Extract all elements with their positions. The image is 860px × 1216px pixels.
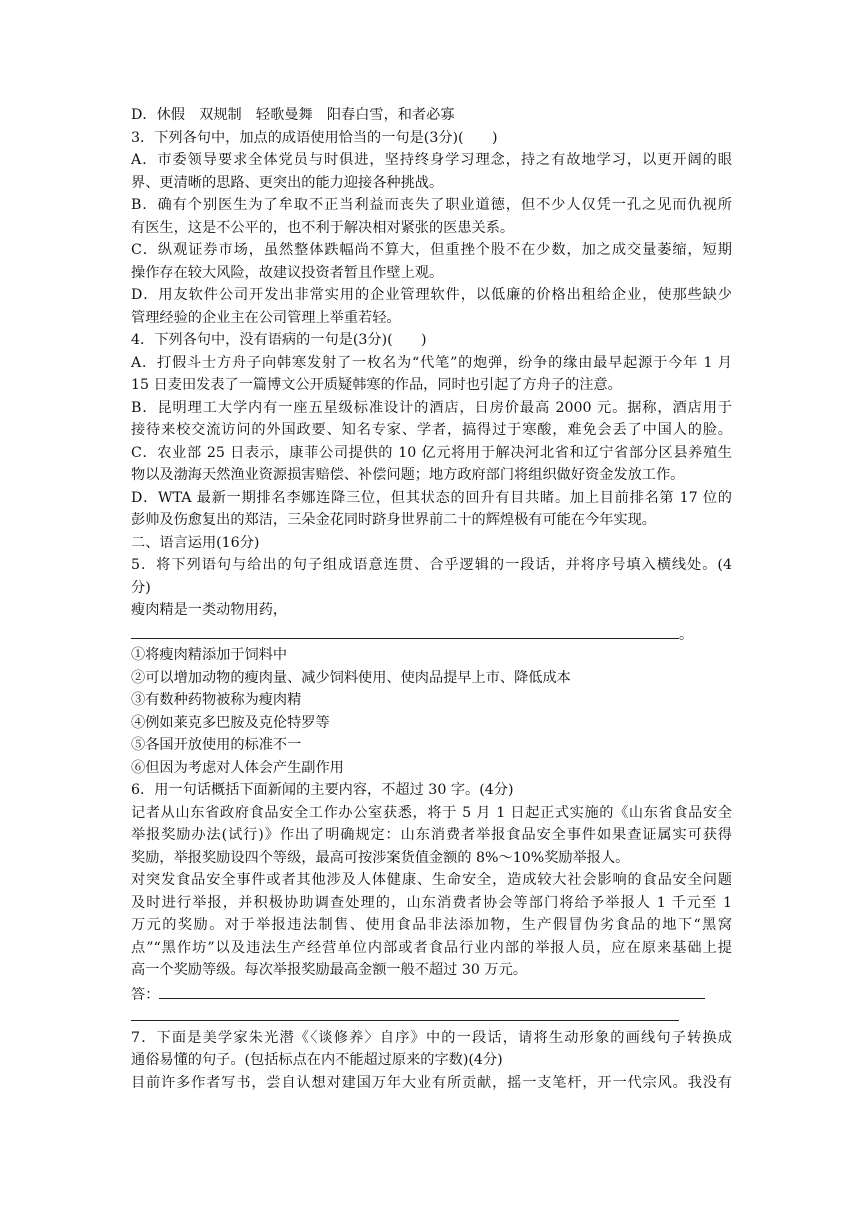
- answer-blank[interactable]: [159, 982, 705, 999]
- text-line: 管理经验的企业主在公司管理上举重若轻。: [131, 309, 401, 326]
- text-line: B．确有个别医生为了牟取不正当利益而丧失了职业道德，但不少人仅凭一孔之见而仇视所: [131, 197, 732, 213]
- text-line: 界、更清晰的思路、更突出的能力迎接各种挑战。: [131, 174, 444, 191]
- document-body: [131, 104, 732, 1094]
- line-end-punctuation: 。: [679, 626, 694, 643]
- text-line: 目前许多作者写书，尝自认想对建国万年大业有所贡献，摇一支笔杆，开一代宗风。我没有: [131, 1074, 732, 1091]
- text-line: 6．用一句话概括下面新闻的主要内容，不超过 30 字。(4分): [131, 782, 514, 798]
- answer-blank[interactable]: [131, 622, 679, 639]
- text-line: 及时进行举报，并积极协助调查处理的，山东消费者协会等部门将给予举报人 1 千元至 1: [131, 894, 732, 911]
- text-line: 15 日麦田发表了一篇博文公开质疑韩寒的作品，同时也引起了方舟子的注意。: [131, 377, 622, 393]
- text-line: 4．下列各句中，没有语病的一句是(3分)( ): [131, 332, 427, 348]
- text-line: 高一个奖励等级。每次举报奖励最高金额一般不超过 30 万元。: [131, 962, 527, 978]
- text-line: ①将瘦肉精添加于饲料中: [131, 647, 288, 663]
- text-line: [131, 622, 732, 645]
- text-line: ③有数种药物被称为瘦肉精: [131, 692, 302, 708]
- text-line: 点”“黑作坊”以及违法生产经营单位内部或者食品行业内部的举报人员，应在原来基础上提: [131, 939, 732, 956]
- text-line: 接待来校交流访问的外国政要、知名专家、学者，搞得过于寒酸，难免会丢了中国人的脸。: [131, 422, 732, 438]
- text-line: 二、语言运用(16分): [131, 534, 260, 551]
- text-line: ④例如莱克多巴胺及克伦特罗等: [131, 714, 330, 731]
- text-line: [131, 982, 732, 1005]
- text-line: 3．下列各句中，加点的成语使用恰当的一句是(3分)( ): [131, 129, 498, 146]
- text-line: 有医生，这是不公平的，也不利于解决相对紧张的医患关系。: [131, 219, 515, 236]
- text-line: D．用友软件公司开发出非常实用的企业管理软件，以低廉的价格出租给企业，使那些缺少: [131, 287, 732, 303]
- text-line: C．农业部 25 日表示，康菲公司提供的 10 亿元将用于解决河北省和辽宁省部分区县养殖生: [131, 444, 732, 461]
- text-line: [131, 1004, 732, 1027]
- text-line: 操作存在较大风险，故建议投资者暂且作壁上观。: [131, 264, 444, 281]
- text-line: ②可以增加动物的瘦肉量、减少饲料使用、使肉品提早上市、降低成本: [131, 669, 571, 686]
- text-line: 对突发食品安全事件或者其他涉及人体健康、生命安全，造成较大社会影响的食品安全问题: [131, 872, 732, 888]
- text-line: 分): [131, 579, 151, 596]
- text-line: C．纵观证券市场，虽然整体跌幅尚不算大，但重挫个股不在少数，加之成交量萎缩，短期: [131, 242, 732, 258]
- text-line: B．昆明理工大学内有一座五星级标准设计的酒店，日房价最高 2000 元。据称，酒店用于: [131, 399, 732, 416]
- text-line: D．休假 双规制 轻歌曼舞 阳春白雪，和者必寡: [131, 107, 455, 123]
- text-line: 万元的奖励。对于举报违法制售、使用食品非法添加物，生产假冒伪劣食品的地下“黑窝: [131, 917, 732, 933]
- text-line: 记者从山东省政府食品安全工作办公室获悉，将于 5 月 1 日起正式实施的《山东省食品安全: [131, 804, 732, 821]
- text-line: A．市委领导要求全体党员与时俱进，坚持终身学习理念，持之有故地学习，以更开阔的眼: [131, 152, 732, 168]
- answer-label: 答：: [131, 986, 160, 1003]
- text-line: 举报奖励办法(试行)》作出了明确规定：山东消费者举报食品安全事件如果查证属实可获得: [131, 827, 732, 843]
- text-line: 彭帅及伤愈复出的郑洁，三朵金花同时跻身世界前二十的辉煌极有可能在今年实现。: [131, 512, 656, 528]
- text-line: 物以及渤海天然渔业资源损害赔偿、补偿问题；地方政府部门将组织做好资金发放工作。: [131, 467, 685, 483]
- text-line: A．打假斗士方舟子向韩寒发射了一枚名为“代笔”的炮弹，纷争的缘由最早起源于今年 1 月: [131, 354, 732, 371]
- text-line: 瘦肉精是一类动物用药，: [131, 602, 288, 618]
- text-line: 7．下面是美学家朱光潜《〈谈修养〉自序》中的一段话，请将生动形象的画线句子转换成: [131, 1029, 732, 1046]
- answer-blank[interactable]: [131, 1004, 679, 1021]
- text-line: ⑥但因为考虑对人体会产生副作用: [131, 759, 344, 776]
- text-line: ⑤各国开放使用的标准不一: [131, 737, 302, 753]
- text-line: 奖励，举报奖励设四个等级，最高可按涉案货值金额的 8%～10%奖励举报人。: [131, 849, 630, 866]
- text-line: D．WTA 最新一期排名李娜连降三位，但其状态的回升有目共睹。加上目前排名第 17 位的: [131, 489, 732, 506]
- text-line: 5．将下列语句与给出的句子组成语意连贯、合乎逻辑的一段话，并将序号填入横线处。(4: [131, 557, 732, 573]
- text-line: 通俗易懂的句子。(包括标点在内不能超过原来的字数)(4分): [131, 1052, 503, 1068]
